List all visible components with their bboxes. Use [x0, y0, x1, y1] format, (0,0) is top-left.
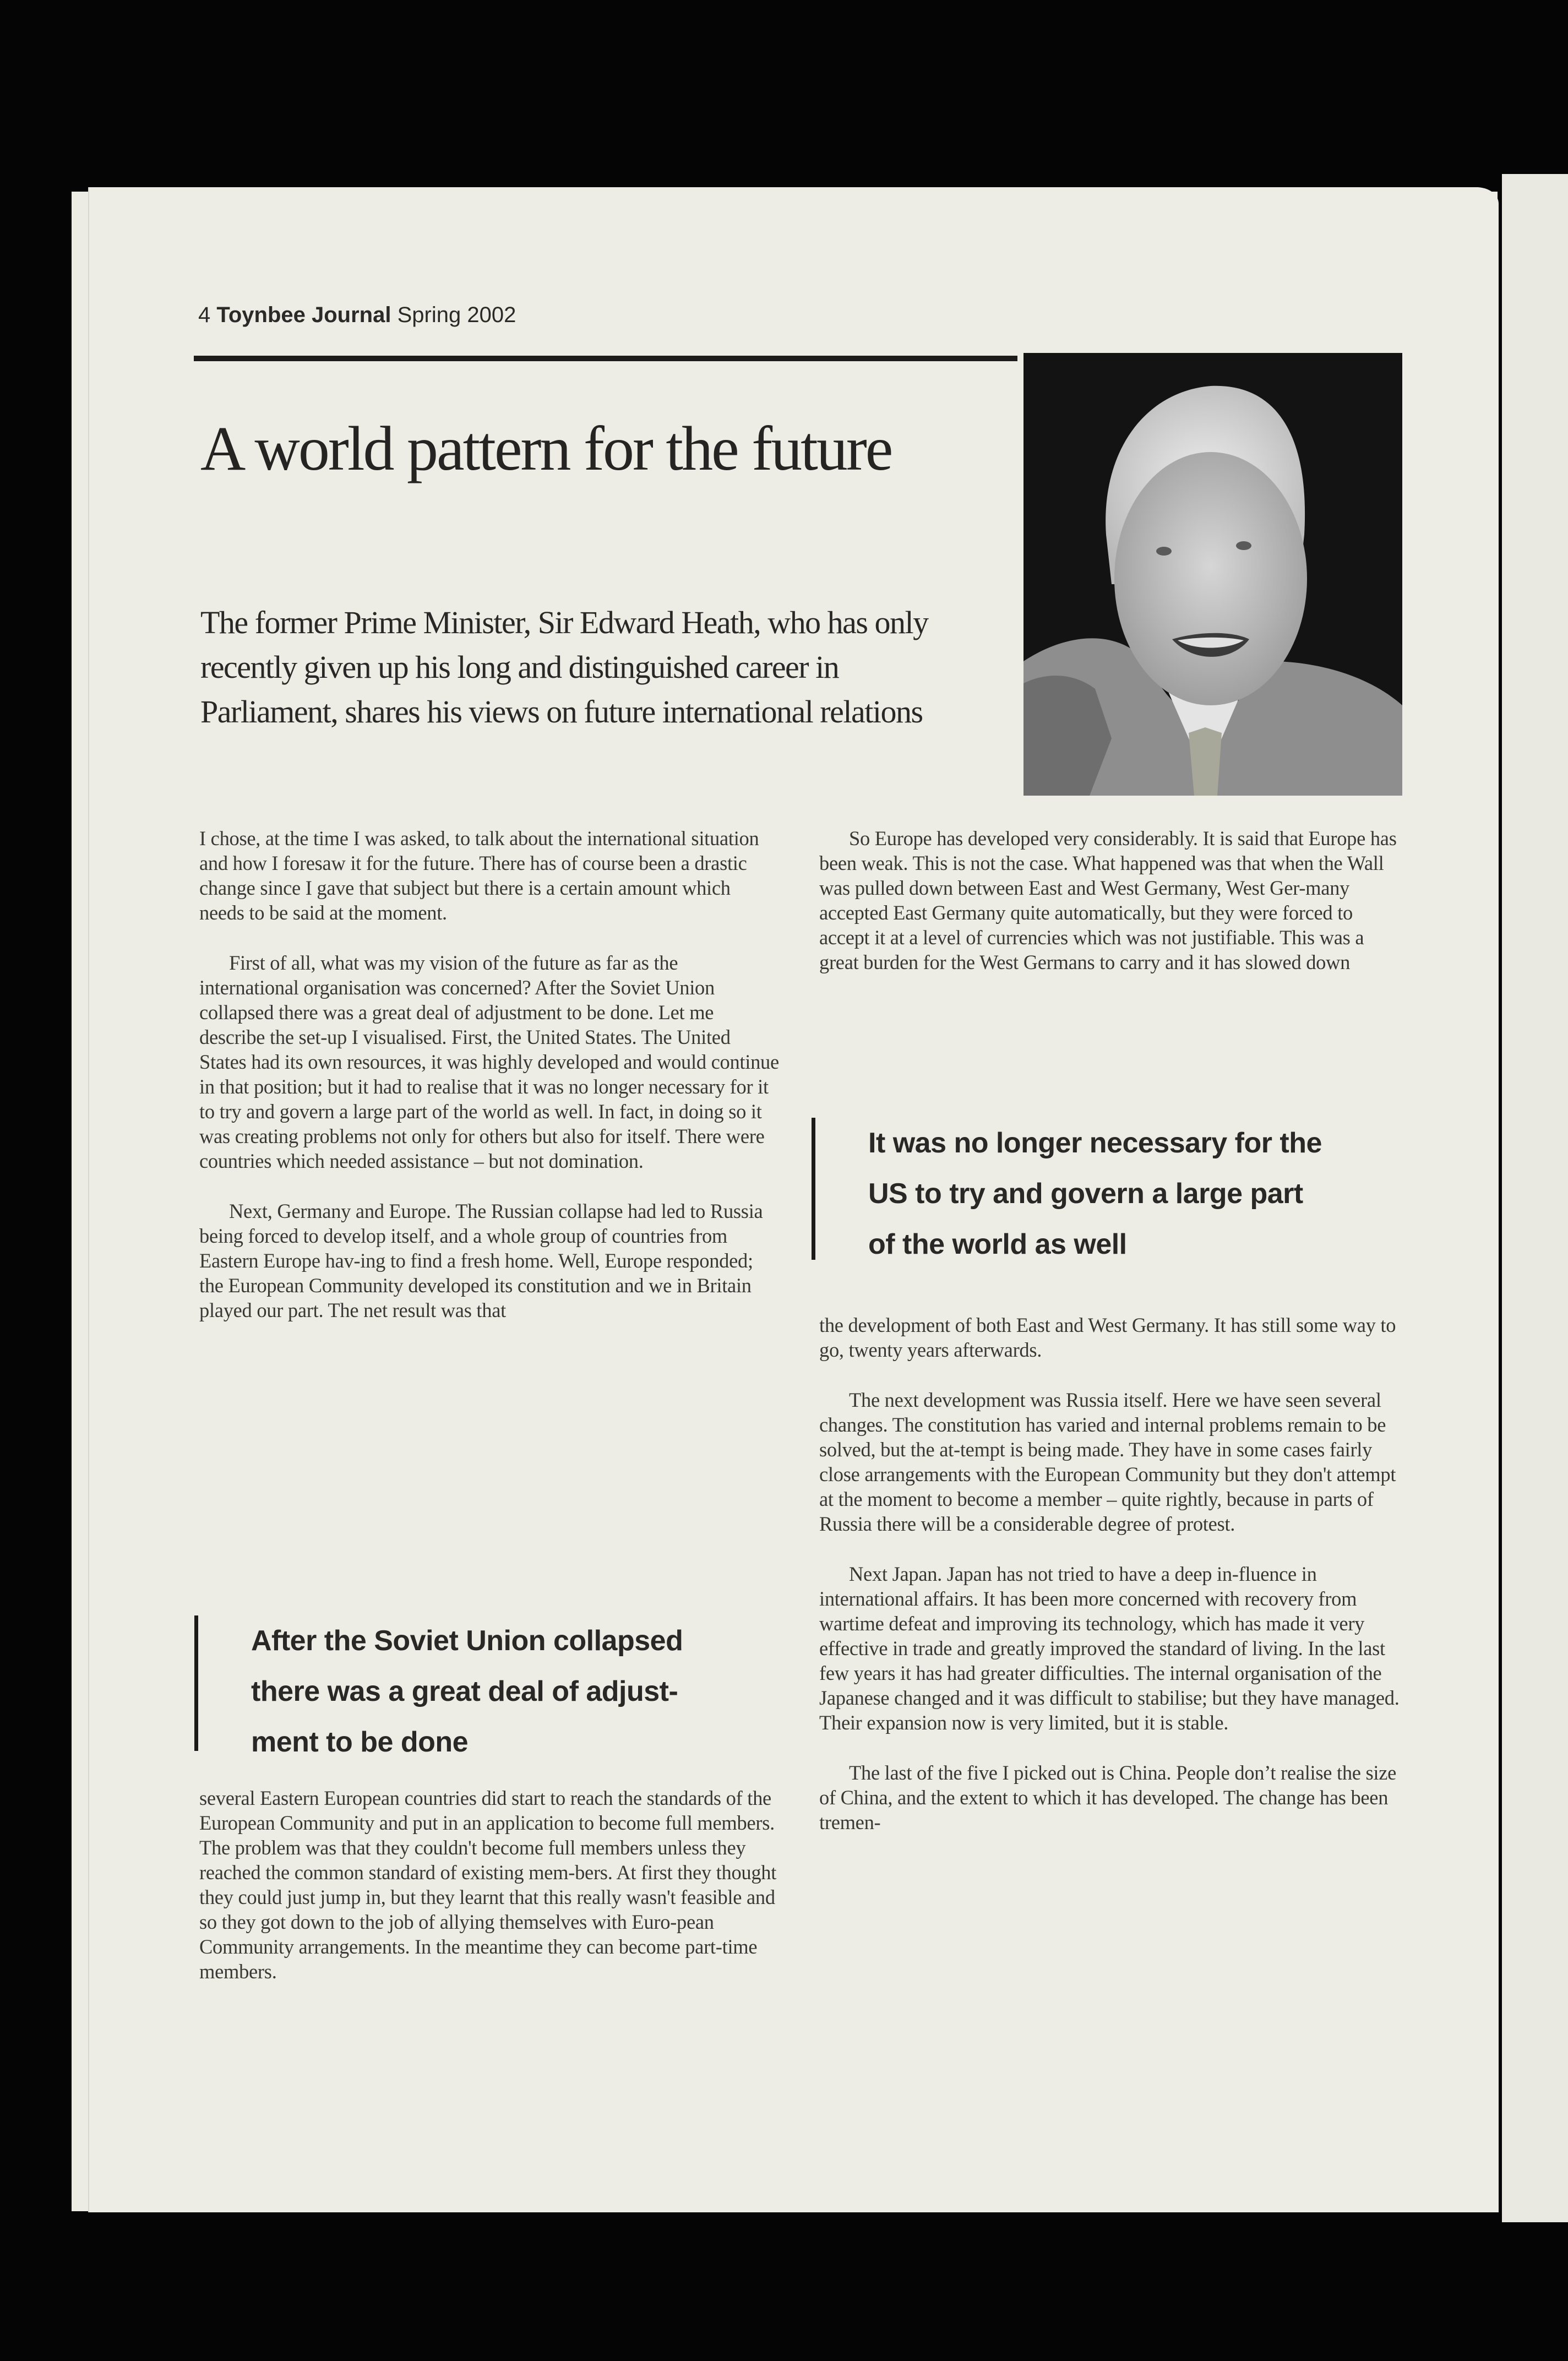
paragraph: The last of the five I picked out is China. People don’t realise the size of China, and the extent to which it has developed. The change has been tremen-	[819, 1761, 1397, 1834]
pull-quote-line: It was no longer necessary for the	[868, 1127, 1322, 1159]
pull-quote-line: After the Soviet Union collapsed	[251, 1625, 683, 1657]
paragraph: Next, Germany and Europe. The Russian collapse had led to Russia being forced to develop itself, and a whole group of countries from Eastern Europe hav-ing to find a fresh home. Well, Europe responded; the European Community developed its constitution and we in Britain played our part. The net result was that	[199, 1200, 763, 1321]
issue-label: Spring 2002	[397, 303, 516, 327]
portrait-photo	[1023, 353, 1402, 796]
paragraph: So Europe has developed very considerably. It is said that Europe has been weak. This is not the case. What happened was that when the Wall was pulled down between East and West Germany, West Ger-many accepted East Germany quite automatically, but they were forced to accept it at a level of currencies which was not justifiable. This was a great burden for the West Germans to carry and it has slowed down	[819, 827, 1397, 973]
paragraph: Next Japan. Japan has not tried to have a deep in-fluence in international affairs. It has been more concerned with recovery from wartime defeat and improving its technology, which has made it very effective in trade and greatly improved the standard of living. In the last few years it has had greater difficulties. The internal organisation of the Japanese changed and it was difficult to stabilise; but they have managed. Their expansion now is very limited, but it is stable.	[819, 1563, 1400, 1734]
pull-quote-line: US to try and govern a large part	[868, 1178, 1303, 1210]
paragraph: I chose, at the time I was asked, to talk about the international situation and how I foresaw it for the future. There has of course been a drastic change since I gave that subject but there is a certain amount which needs to be said at the moment.	[199, 827, 759, 924]
pull-quote-line: of the world as well	[868, 1228, 1127, 1260]
paragraph: First of all, what was my vision of the future as far as the international organisation was concerned? After the Soviet Union collapsed there was a great deal of adjustment to be done. Let me describe the set-up I visualised. First, the United States. The United States had its own resources, it was highly developed and would continue in that position; but it had to realise that it was no longer necessary for it to try and govern a large part of the world as well. In fact, in doing so it was creating problems not only for others but also for itself. There were countries which needed assistance – but not domination.	[199, 951, 779, 1172]
paragraph: The next development was Russia itself. Here we have seen several changes. The constitution has varied and internal problems remain to be solved, but the at-tempt is being made. They have in some cases fairly close arrangements with the European Community but they don't attempt at the moment to become a member – quite rightly, because in parts of Russia there will be a considerable degree of protest.	[819, 1389, 1396, 1535]
pull-quote-line: ment to be done	[251, 1726, 469, 1758]
right-column-continuation	[819, 1313, 1400, 1860]
left-column-continuation	[199, 1786, 780, 2009]
page-number: 4	[198, 303, 211, 327]
right-column	[819, 826, 1400, 1000]
journal-name: Toynbee Journal	[216, 303, 391, 327]
left-column	[199, 826, 780, 1348]
article-title: A world pattern for the future	[200, 414, 892, 483]
article-standfirst: The former Prime Minister, Sir Edward Heath, who has only recently given up his long and distinguished career in Parliament, shares his views on future international relations	[200, 605, 928, 730]
facing-page-edge	[1502, 174, 1568, 2222]
pull-quote-left	[194, 1615, 802, 1758]
running-head	[198, 303, 516, 328]
paragraph: the development of both East and West Germany. It has still some way to go, twenty years afterwards.	[819, 1314, 1396, 1361]
pull-quote-line: there was a great deal of adjust-	[251, 1675, 678, 1707]
pull-quote-right	[812, 1118, 1419, 1260]
portrait-image	[1023, 353, 1402, 796]
paragraph: several Eastern European countries did start to reach the standards of the European Community and put in an application to become full members. The problem was that they couldn't become full members unless they reached the common standard of existing mem-bers. At first they thought they could just jump in, but they learnt that this really wasn't feasible and so they got down to the job of allying themselves with Euro-pean Community arrangements. In the meantime they can become part-time members.	[199, 1787, 777, 1983]
header-rule	[194, 356, 1017, 361]
